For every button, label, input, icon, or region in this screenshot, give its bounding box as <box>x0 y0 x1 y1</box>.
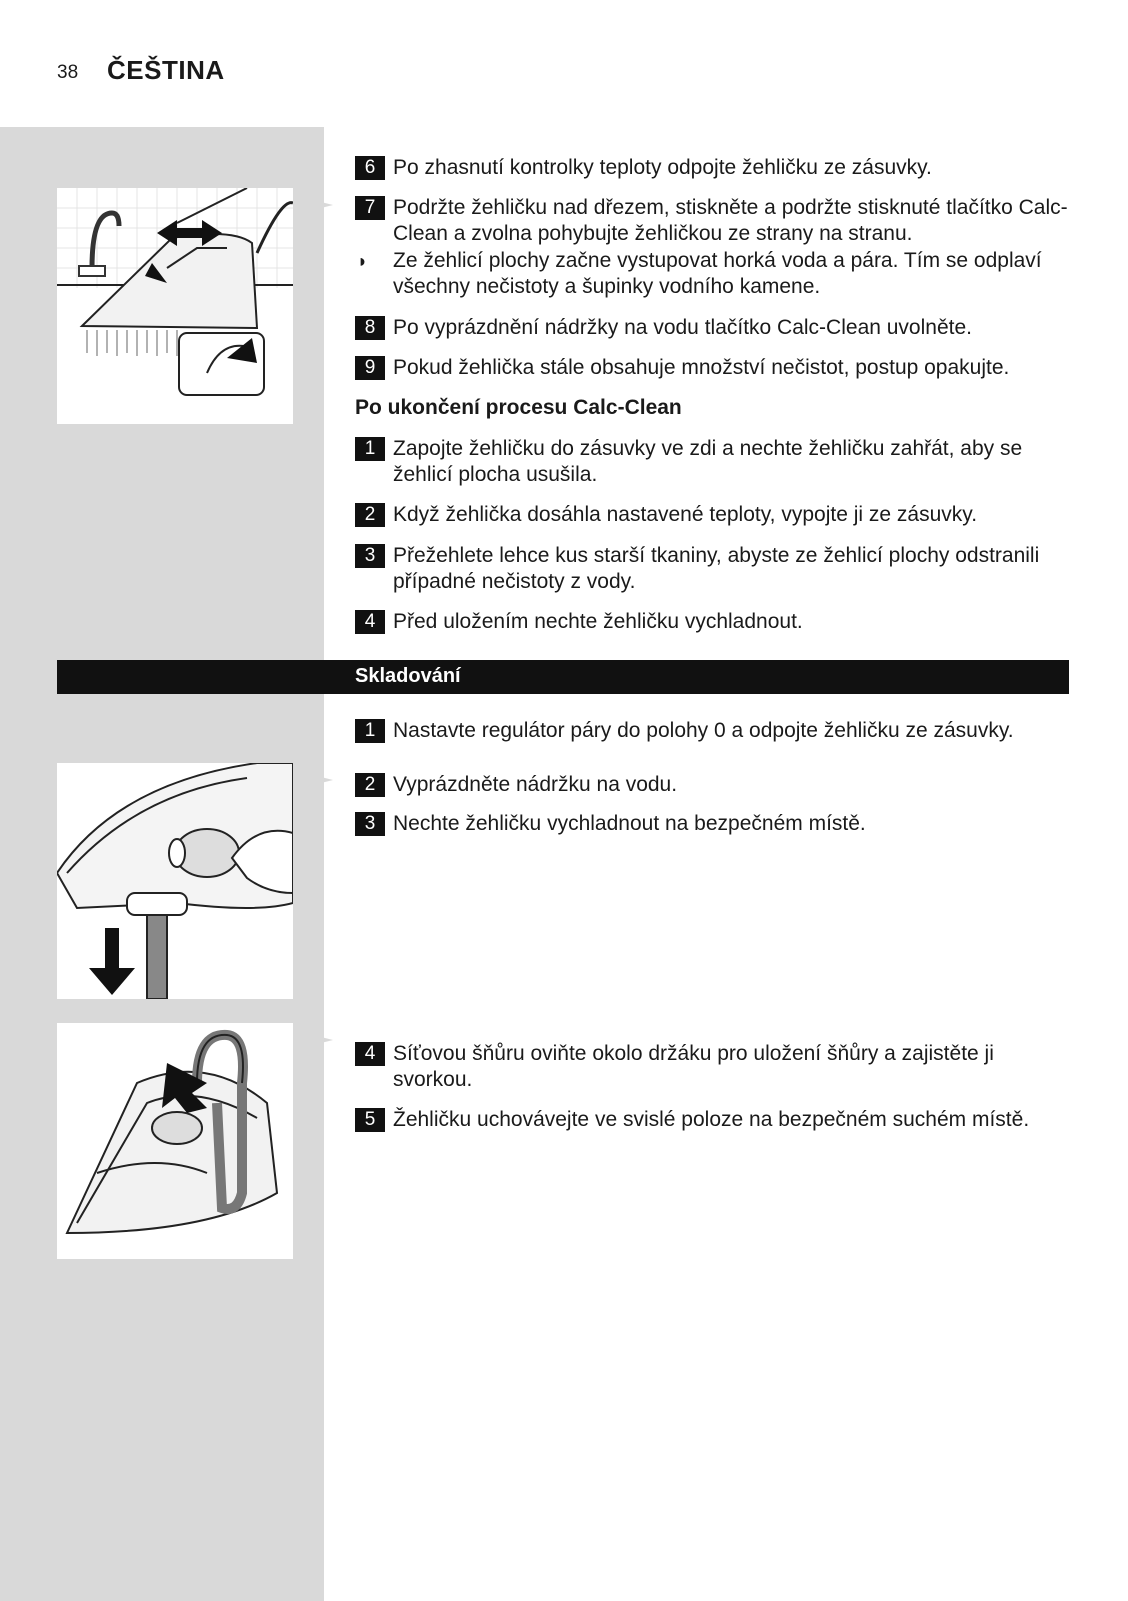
bullet-text: Ze žehlicí plochy začne vystupovat horká voda a pára. Tím se odplaví všechny nečistoty a šupinky vodního kamene. <box>393 249 1042 298</box>
step-text: Síťovou šňůru oviňte okolo držáku pro uložení šňůry a zajistěte ji svorkou. <box>393 1042 994 1091</box>
draining-water-tank-illustration <box>57 763 293 999</box>
result-bullet <box>355 248 1070 300</box>
step-number: 1 <box>355 437 385 461</box>
step-number: 4 <box>355 610 385 634</box>
section-title: Skladování <box>355 665 461 687</box>
step-number: 2 <box>355 503 385 527</box>
list-item <box>355 772 1070 798</box>
list-item <box>355 811 1070 837</box>
step-text: Podržte žehličku nad dřezem, stiskněte a podržte stisknuté tlačítko Calc-Clean a zvolna pohybujte žehličkou ze strany na stranu. <box>393 196 1068 245</box>
list-item <box>355 315 1070 341</box>
list-item <box>355 1107 1070 1133</box>
bullet-icon: ◗ <box>357 251 368 271</box>
step-text: Pokud žehlička stále obsahuje množství nečistot, postup opakujte. <box>393 356 1010 379</box>
list-item <box>355 609 1070 635</box>
step-text: Žehličku uchovávejte ve svislé poloze na bezpečném suchém místě. <box>393 1108 1030 1131</box>
list-item <box>355 1041 1070 1093</box>
step-text: Vyprázdněte nádržku na vodu. <box>393 773 678 796</box>
illustration-pointer <box>293 1030 333 1050</box>
step-text: Po vyprázdnění nádržky na vodu tlačítko Calc-Clean uvolněte. <box>393 316 972 339</box>
step-number: 1 <box>355 719 385 743</box>
step-number: 8 <box>355 316 385 340</box>
step-number: 6 <box>355 156 385 180</box>
step-number: 3 <box>355 812 385 836</box>
step-number: 2 <box>355 773 385 797</box>
step-number: 9 <box>355 356 385 380</box>
step-text: Po zhasnutí kontrolky teploty odpojte žehličku ze zásuvky. <box>393 156 932 179</box>
page-number: 38 <box>57 62 79 83</box>
step-text: Před uložením nechte žehličku vychladnout. <box>393 610 803 633</box>
illustration-pointer <box>293 770 333 790</box>
cord-wrapping-illustration <box>57 1023 293 1259</box>
list-item <box>355 355 1070 381</box>
section-title-bar <box>57 660 1069 694</box>
step-text: Nechte žehličku vychladnout na bezpečném místě. <box>393 812 866 835</box>
list-item <box>355 502 1070 528</box>
step-number: 4 <box>355 1042 385 1066</box>
step-text: Nastavte regulátor páry do polohy 0 a odpojte žehličku ze zásuvky. <box>393 719 1014 742</box>
list-item <box>355 436 1070 488</box>
illustration-pointer <box>293 195 333 215</box>
step-text: Když žehlička dosáhla nastavené teploty, vypojte ji ze zásuvky. <box>393 503 978 526</box>
subheading: Po ukončení procesu Calc-Clean <box>355 396 682 419</box>
page-language-title: ČEŠTINA <box>107 55 225 85</box>
list-item <box>355 155 1070 181</box>
step-number: 5 <box>355 1108 385 1132</box>
step-text: Přežehlete lehce kus starší tkaniny, abyste ze žehlicí plochy odstranili případné nečistoty z vody. <box>393 544 1040 593</box>
list-item <box>355 195 1070 247</box>
step-number: 3 <box>355 544 385 568</box>
list-item <box>355 718 1070 744</box>
list-item <box>355 543 1070 595</box>
iron-over-sink-illustration <box>57 188 293 424</box>
step-number: 7 <box>355 196 385 220</box>
step-text: Zapojte žehličku do zásuvky ve zdi a nechte žehličku zahřát, aby se žehlicí plocha usušila. <box>393 437 1023 486</box>
